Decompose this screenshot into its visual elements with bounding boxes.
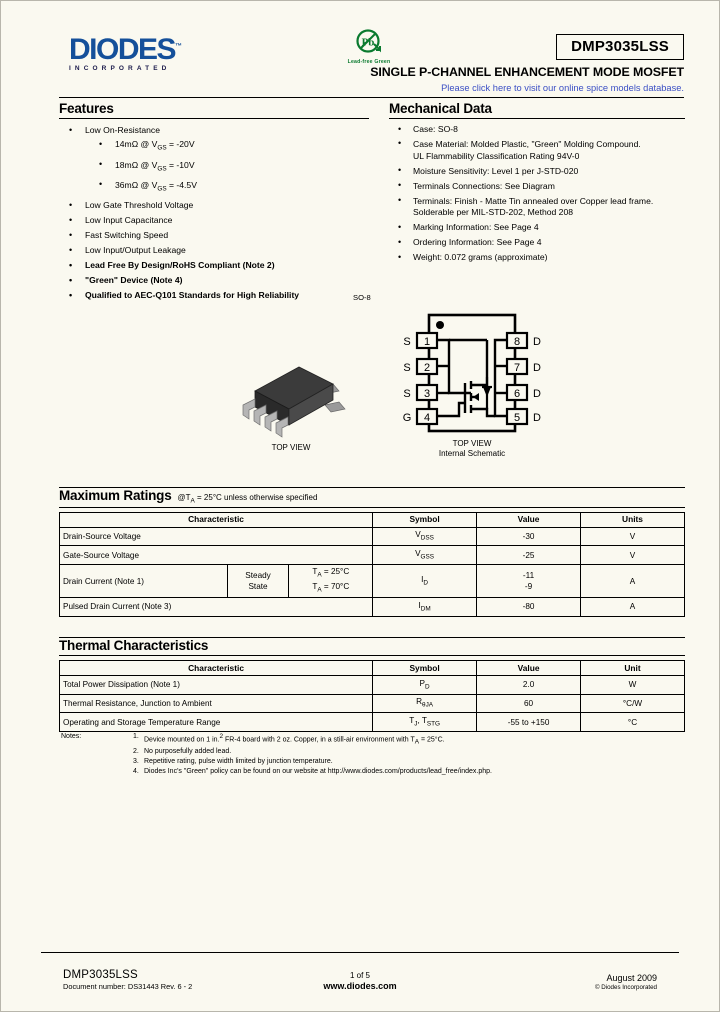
diodes-logo [69,34,221,72]
pb-free-icon [354,28,384,58]
svg-text:S: S [403,336,411,348]
feature-sublist [85,138,369,196]
cell-characteristic: Drain-Source Voltage [60,527,373,546]
cell-unit: °C [581,713,685,732]
note-item: Device mounted on 1 in.$^2$ FR-4 board with 2 oz. Copper, in a still-air environment with $T_A = 25^\circ C$. [144,733,445,746]
package-3d-caption: TOP VIEW [271,443,311,452]
thermal-characteristics-table [59,660,685,732]
cell-symbol: $R_{\theta JA}$ [373,694,477,713]
cell-units: V [581,546,685,565]
cell-value: -80 [477,598,581,617]
svg-text:7: 7 [513,362,521,374]
svg-text:5: 5 [513,412,521,424]
footer-divider [41,952,679,953]
svg-text:S: S [403,388,411,400]
package-3d-image [233,351,349,452]
feature-item [59,124,369,196]
feature-item [59,259,369,271]
internal-schematic-image [399,313,545,444]
cell-characteristic: Pulsed Drain Current (Note 3) [60,598,373,617]
feature-text: Qualified to AEC-Q101 Standards for High Reliability [85,290,300,301]
table-row [60,546,685,565]
maximum-ratings-table [59,512,685,617]
features-section [59,101,369,304]
max-ratings-title-text: Maximum Ratings [59,488,172,503]
cell-units: V [581,527,685,546]
lead-free-label: Lead-free Green [347,59,391,65]
feature-text: Low Gate Threshold Voltage [85,200,194,211]
column-header: Value [477,661,581,676]
table-row [60,598,685,617]
spice-models-link[interactable]: Please click here to visit our online spice models database. [441,83,684,93]
table-row [60,564,685,597]
column-header: Symbol [373,512,477,527]
part-number-box: DMP3035LSS [556,34,684,60]
cell-characteristic: Thermal Resistance, Junction to Ambient [60,694,373,713]
cell-value: -25 [477,546,581,565]
maximum-ratings-section [59,487,685,617]
note-item: Repetitive rating, pulse width limited by junction temperature. [144,757,333,765]
note-item: No purposefully added lead. [144,748,232,756]
column-header: Characteristic [60,661,373,676]
feature-subitem: • 18mΩ @ $V_{GS} = -10V$ [85,159,369,176]
mechanical-item: • Terminals Connections: See Diagram [389,181,685,193]
features-title: Features [59,101,114,116]
cell-value: -11 -9 [477,564,581,597]
pin-one-marker [436,321,444,329]
svg-text:S: S [403,362,411,374]
feature-text: Lead Free By Design/RoHS Compliant (Note 2) [85,260,275,271]
table-row [60,527,685,546]
notes-label: Notes: [61,733,82,740]
cell-symbol: $V_{GSS}$ [373,546,477,565]
package-name-label: SO-8 [353,293,371,302]
feature-text: Low Input Capacitance [85,215,173,226]
max-ratings-bottom-rule [59,507,685,508]
schematic-caption-line2: Internal Schematic [438,449,506,458]
feature-text: Fast Switching Speed [85,230,169,241]
cell-value: -55 to +150 [477,713,581,732]
feature-item [59,244,369,256]
logo-wordmark [69,33,221,66]
cell-symbol: $P_D$ [373,676,477,695]
notes-list [61,732,681,776]
cell-unit: °C/W [581,694,685,713]
max-ratings-title [59,488,685,507]
table-row [60,676,685,695]
header-divider [59,97,684,98]
svg-text:D: D [533,362,541,374]
feature-item [59,229,369,241]
feature-item [59,199,369,211]
cell-units: A [581,598,685,617]
logo-word-text: DIODES [69,33,176,66]
feature-item [59,274,369,286]
product-subtitle: SINGLE P-CHANNEL ENHANCEMENT MODE MOSFET [370,65,684,79]
mechanical-item: • Case Material: Molded Plastic, "Green" Molding Compound. UL Flammability Classification Rating 94V-0 [389,139,685,162]
page-header [1,1,719,93]
svg-text:6: 6 [513,388,521,400]
logo-subtext: INCORPORATED [69,65,171,72]
cell-unit: W [581,676,685,695]
cell-condition-temp: $T_A = 25^\circ C$ $T_A = 70^\circ C$ [289,564,373,597]
mechanical-item: • Ordering Information: See Page 4 [389,237,685,249]
features-divider [59,118,369,119]
schematic-caption-line1: TOP VIEW [452,439,492,448]
cell-characteristic: Gate-Source Voltage [60,546,373,565]
mechanical-item: • Weight: 0.072 grams (approximate) [389,252,685,264]
notes-section [61,732,681,776]
thermal-characteristics-section [59,637,685,732]
feature-subitem: • 36mΩ @ $V_{GS} = -4.5V$ [85,179,369,196]
column-header: Symbol [373,661,477,676]
svg-text:D: D [533,388,541,400]
thermal-bottom-rule [59,655,685,656]
cell-characteristic: Operating and Storage Temperature Range [60,713,373,732]
footer-date: August 2009 [606,973,657,983]
cell-symbol: $T_J$, $T_{STG}$ [373,713,477,732]
mechanical-item: • Marking Information: See Page 4 [389,222,685,234]
schematic-caption [399,439,545,459]
feature-text: "Green" Device (Note 4) [85,275,183,286]
svg-text:4: 4 [423,412,431,424]
footer-right [595,973,657,991]
footer-page-number: 1 of 5 [349,971,370,980]
feature-text: Low Input/Output Leakage [85,245,186,256]
column-header: Characteristic [60,512,373,527]
cell-symbol: $V_{DSS}$ [373,527,477,546]
column-header: Unit [581,661,685,676]
cell-condition-mode: Steady State [227,564,289,597]
column-header: Units [581,512,685,527]
package-diagrams [1,293,720,473]
thermal-title: Thermal Characteristics [59,638,209,653]
footer-copyright: © Diodes Incorporated [595,984,657,991]
svg-text:D: D [533,336,541,348]
feature-item [59,214,369,226]
features-list [59,124,369,301]
feature-text: Low On-Resistance [85,125,160,135]
note-item: Diodes Inc's "Green" policy can be found on our website at http://www.diodes.com/products/lead_free/index.php. [144,767,492,775]
lead-free-green-logo [338,28,400,65]
table-row [60,694,685,713]
svg-text:Pb: Pb [361,36,375,49]
cell-characteristic: Total Power Dissipation (Note 1) [60,676,373,695]
svg-text:3: 3 [423,388,431,400]
svg-text:D: D [533,412,541,424]
table-header-row [60,512,685,527]
svg-text:1: 1 [423,336,431,348]
feature-subitem: • 14mΩ @ $V_{GS} = -20V$ [85,138,369,155]
svg-text:G: G [402,412,412,424]
svg-text:2: 2 [423,362,431,374]
mechanical-list [389,124,685,264]
footer-document-number: Document number: DS31443 Rev. 6 - 2 [63,982,193,991]
cell-value: 60 [477,694,581,713]
footer-part-number: DMP3035LSS [63,969,138,981]
cell-value: 2.0 [477,676,581,695]
cell-units: A [581,564,685,597]
cell-value: -30 [477,527,581,546]
column-header: Value [477,512,581,527]
table-header-row [60,661,685,676]
cell-characteristic: Drain Current (Note 1) [60,564,228,597]
cell-symbol: $I_{DM}$ [373,598,477,617]
mechanical-divider [389,118,685,119]
mechanical-item: • Moisture Sensitivity: Level 1 per J-STD-020 [389,166,685,178]
footer-website-url[interactable]: www.diodes.com [323,981,397,991]
mechanical-title: Mechanical Data [389,101,492,116]
mechanical-item: • Terminals: Finish - Matte Tin annealed over Copper lead frame. Solderable per MIL-STD-202, Method 208 [389,196,685,219]
cell-symbol: $I_D$ [373,564,477,597]
max-ratings-condition: $@T_A = 25^\circ C$ unless otherwise specified [177,493,318,505]
table-row [60,713,685,732]
svg-text:8: 8 [513,336,521,348]
logo-trademark: ™ [175,43,183,50]
mechanical-item: • Case: SO-8 [389,124,685,136]
mechanical-data-section [389,101,685,267]
